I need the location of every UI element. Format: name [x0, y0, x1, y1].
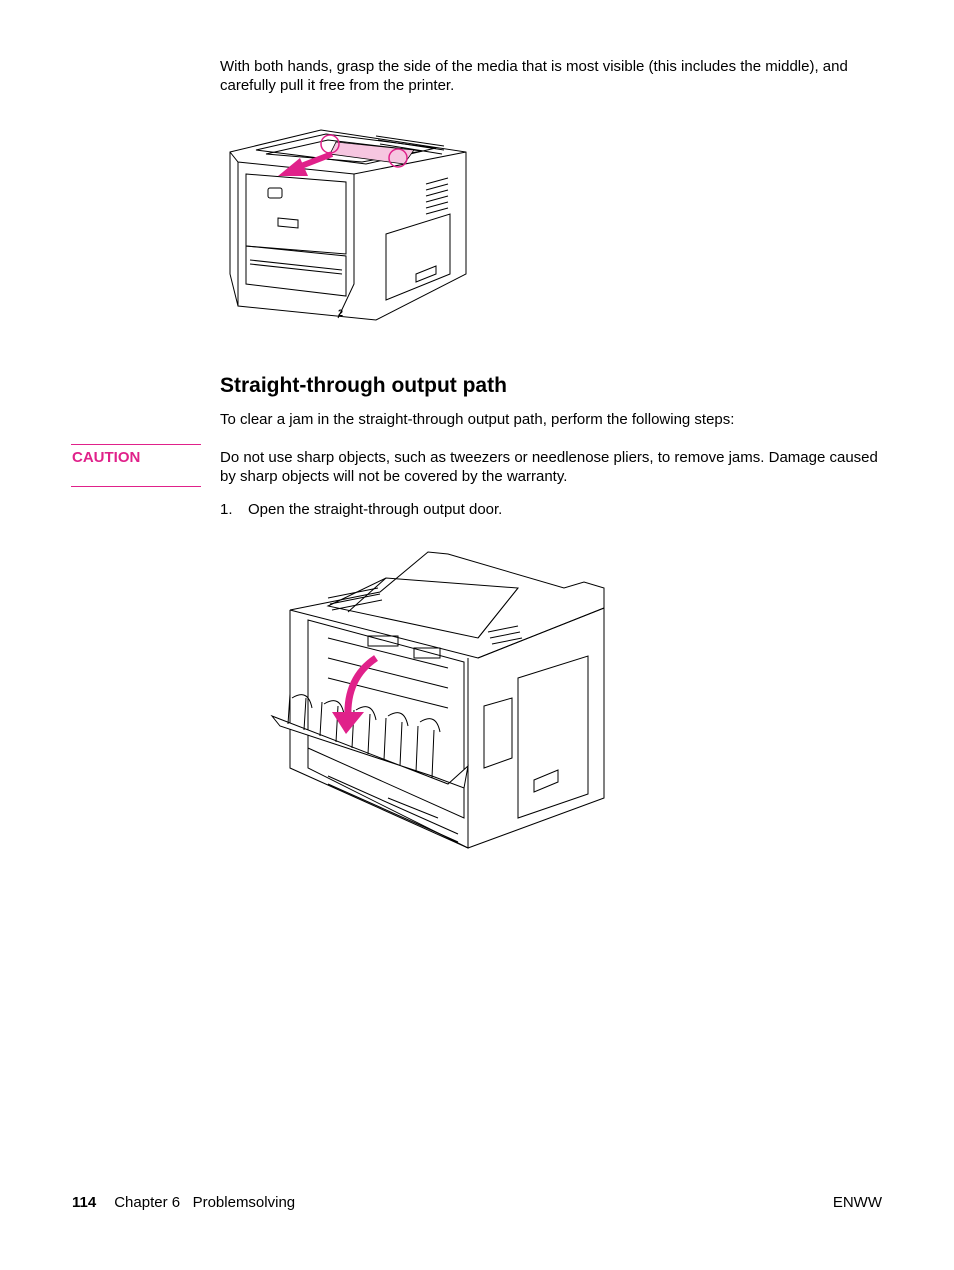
caution-rule-top: [71, 444, 201, 445]
caution-label: CAUTION: [72, 449, 141, 466]
intro-paragraph: With both hands, grasp the side of the media that is most visible (this includes the middle), and carefully pull it free from the printer.: [220, 58, 848, 94]
page-footer: [72, 1193, 882, 1212]
section-heading: Straight-through output path: [220, 374, 507, 397]
page-number: 114: [72, 1194, 97, 1211]
step-1: [220, 500, 880, 519]
printer-rear-door-illustration: [268, 548, 608, 866]
section-lead: To clear a jam in the straight-through output path, perform the following steps:: [220, 411, 735, 428]
step-number: 1.: [220, 501, 233, 518]
step-text: Open the straight-through output door.: [248, 501, 503, 518]
figure1-callout: 2: [338, 308, 344, 318]
footer-right: ENWW: [832, 1194, 882, 1211]
printer-front-jam-illustration: [226, 124, 470, 324]
caution-rule-bottom: [71, 486, 201, 487]
footer-chapter: Chapter 6 Problemsolving: [114, 1194, 296, 1211]
caution-text: Do not use sharp objects, such as tweezers or needlenose pliers, to remove jams. Damage caused by sharp objects will not be covered by the warranty.: [220, 449, 878, 485]
